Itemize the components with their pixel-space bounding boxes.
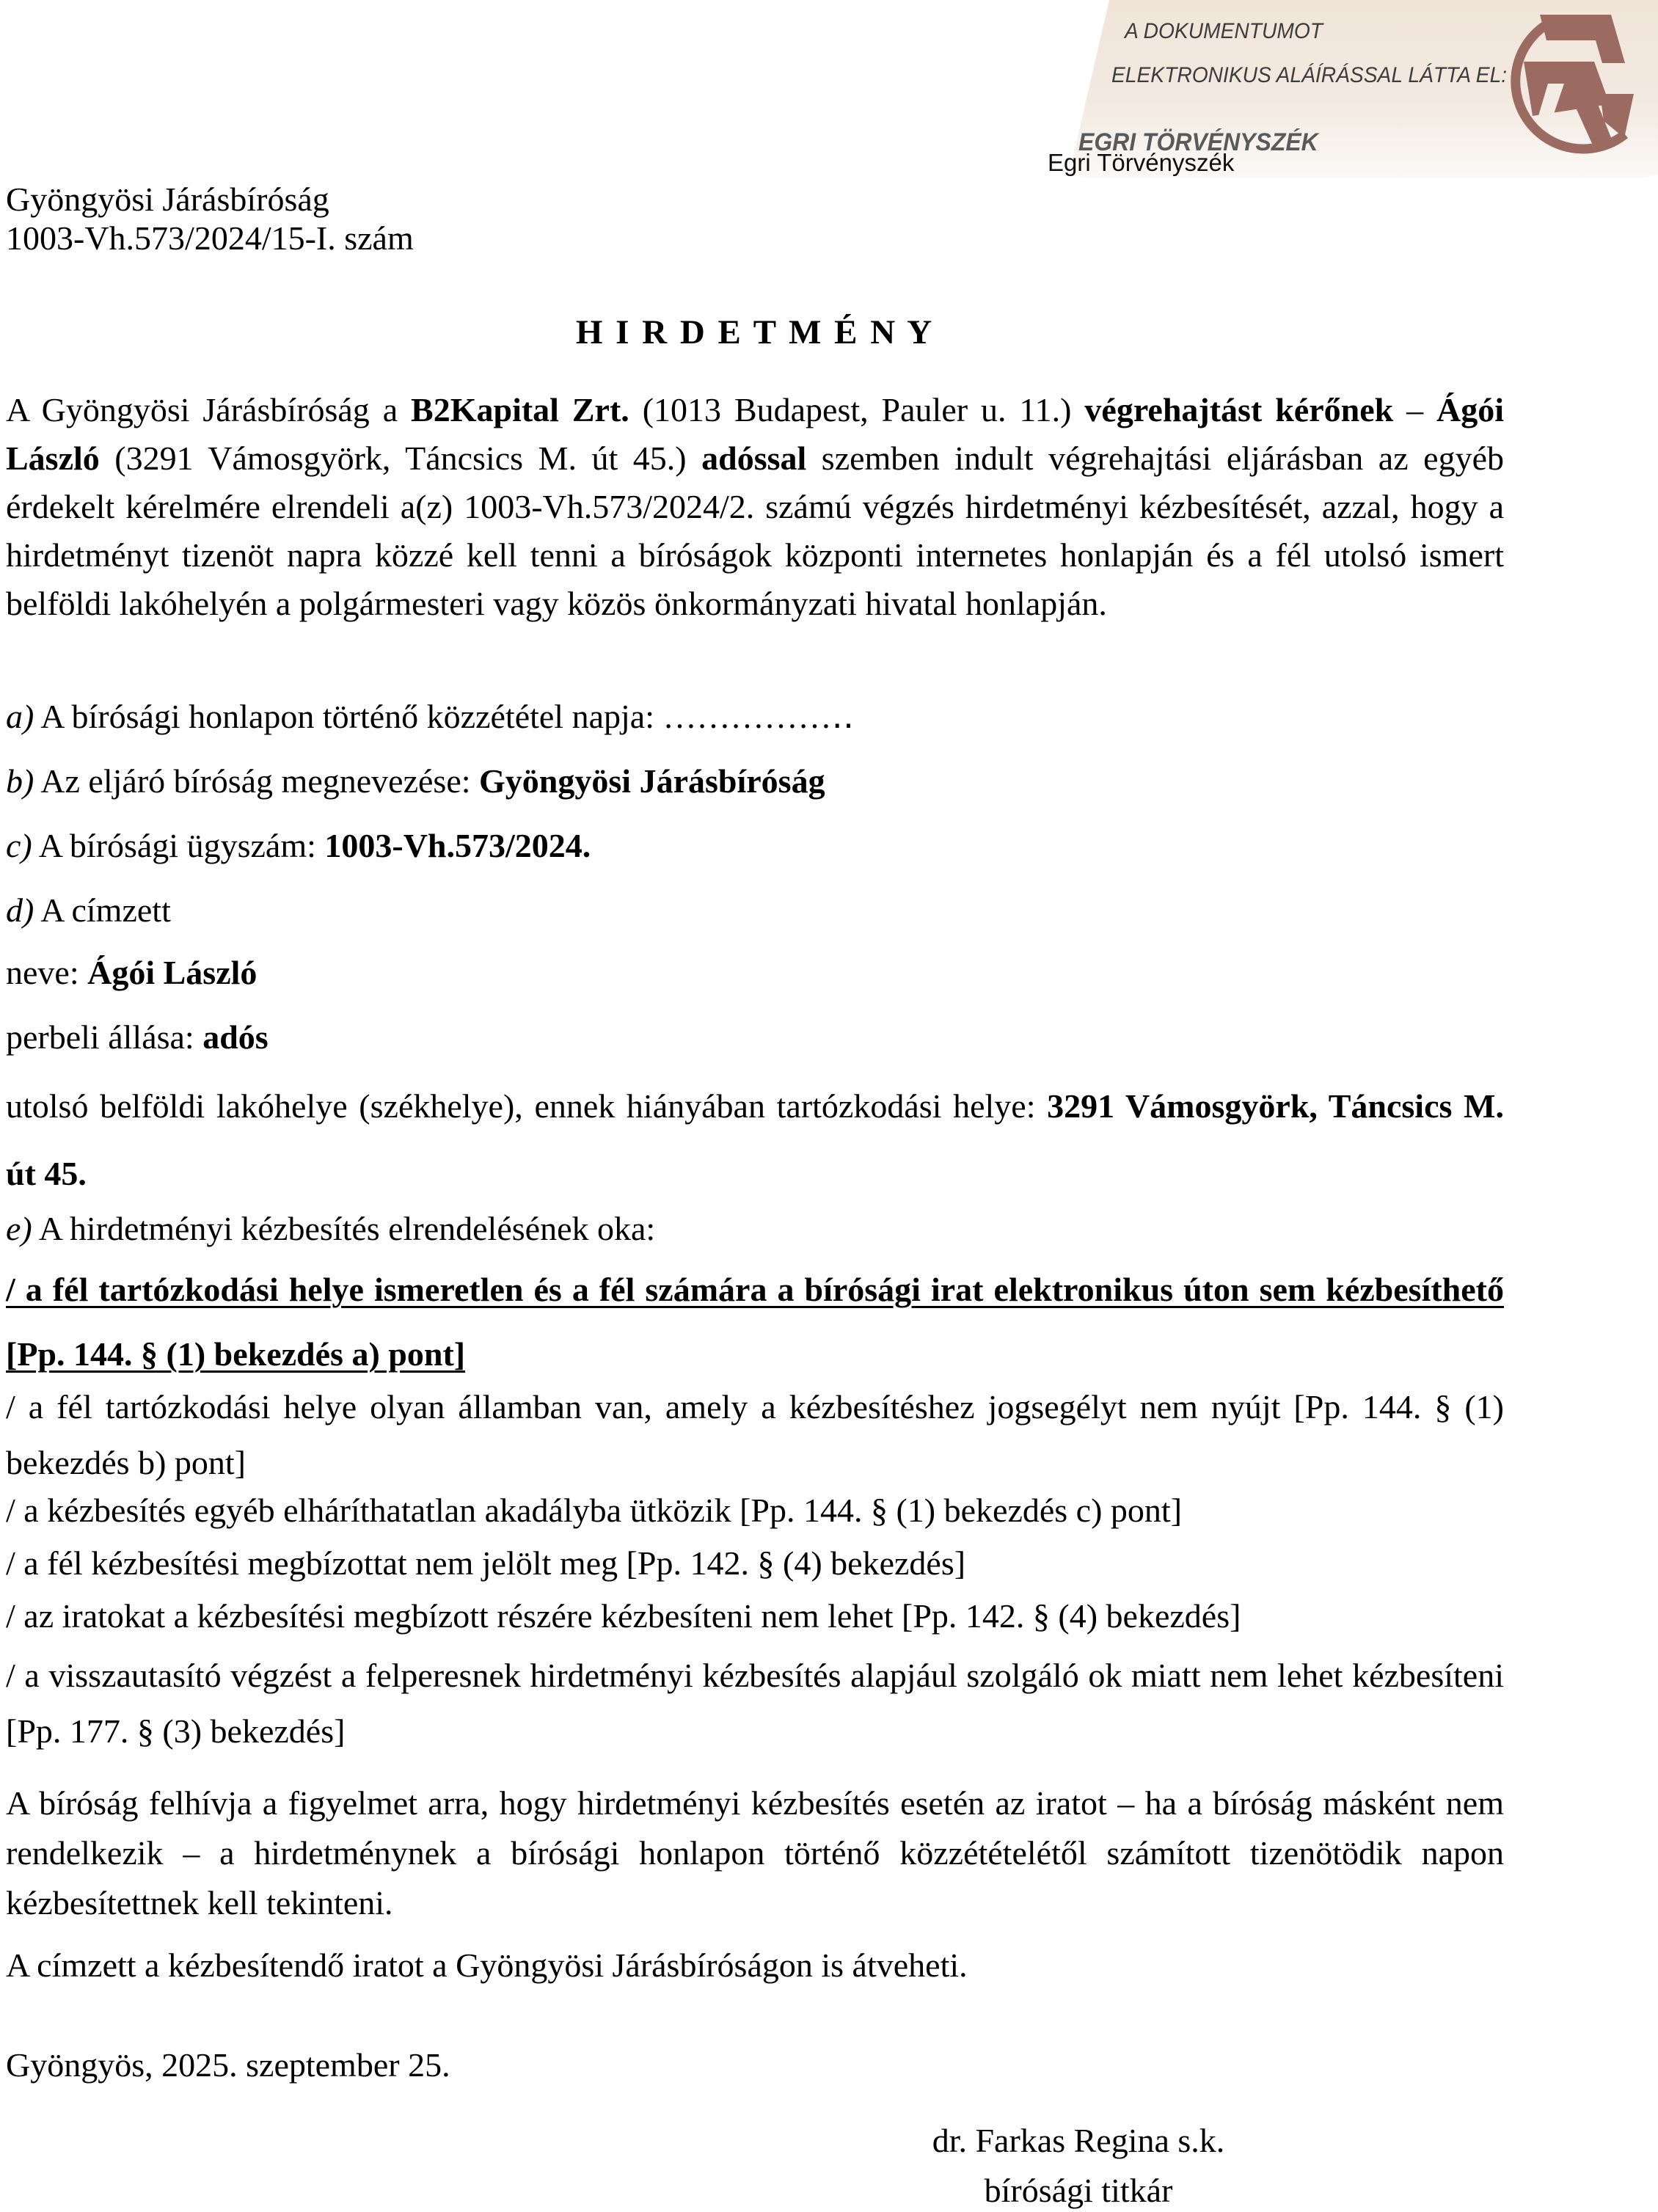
reason-option-5: / az iratokat a kézbesítési megbízott részére kézbesíteni nem lehet [Pp. 142. § (4) bekezdés] [6,1597,1241,1635]
stamp-text-line1: A DOKUMENTUMOT [1125,19,1323,43]
item-b-court: b) Az eljáró bíróság megnevezése: Gyöngyösi Járásbíróság [6,762,825,800]
reason-option-3: / a kézbesítés egyéb elháríthatatlan akadályba ütközik [Pp. 144. § (1) bekezdés c) pont] [6,1492,1183,1529]
reason-selected: / a fél tartózkodási helye ismeretlen és a fél számára a bírósági irat elektronikus úton sem kézbesíthető [Pp. 144. § (1) bekezdés a) pont] [6,1271,1504,1373]
notice-paragraph: A bíróság felhívja a figyelmet arra, hogy hirdetményi kézbesítés esetén az iratot – ha a bíróság másként nem rendelkezik – a hirdetménynek a bírósági honlapon történő közzétételétől számított tizenötödik napon kézbesítettnek kell tekinteni. [6,1784,1504,1921]
pickup-paragraph: A címzett a kézbesítendő iratot a Gyöngyösi Járásbíróságon is átveheti. [6,1946,968,1984]
stamp-signer-stylized: EGRI TÖRVÉNYSZÉK [1078,128,1318,156]
court-seal-icon [1505,1,1654,164]
addressee-name-line: neve: Ágói László [6,954,258,991]
reason-option-2: / a fél tartózkodási helye olyan államban van, amely a kézbesítéshez jogsegélyt nem nyújt [Pp. 144. § (1) bekezdés b) pont] [6,1388,1504,1481]
signer-name: dr. Farkas Regina s.k. [932,2122,1225,2159]
document-title: H I R D E T M É N Y [575,313,935,351]
addressee-role-line: perbeli állása: adós [6,1018,269,1056]
reason-option-4: / a fél kézbesítési megbízottat nem jelölt meg [Pp. 142. § (4) bekezdés] [6,1544,966,1582]
reason-option-6: / a visszautasító végzést a felperesnek hirdetményi kézbesítés alapjául szolgáló ok miatt nem lehet kézbesíteni [Pp. 177. § (3) bekezdés] [6,1657,1504,1750]
court-name: Gyöngyösi Járásbíróság [6,180,329,218]
signature-block [712,2116,1445,2212]
item-e-reason-heading: e) A hirdetményi kézbesítés elrendelésének oka: [6,1210,656,1247]
date-line: Gyöngyös, 2025. szeptember 25. [6,2046,450,2084]
stamp-text-line2: ELEKTRONIKUS ALÁÍRÁSSAL LÁTTA EL: [1111,63,1508,87]
intro-paragraph: A Gyöngyösi Járásbíróság a B2Kapital Zrt. (1013 Budapest, Pauler u. 11.) végrehajtást kérőnek – Ágói László (3291 Vámosgyörk, Táncsics M. út 45.) adóssal szemben indult végrehajtási eljárásban az egyéb érdekelt kérelmére elrendeli a(z) 1003-Vh.573/2024/2. számú végzés hirdetményi kézbesítését, azzal, hogy a hirdetményt tizenöt napra közzé kell tenni a bíróságok központi internetes honlapján és a fél utolsó ismert belföldi lakóhelyén a polgármesteri vagy közös önkormányzati hivatal honlapján. [6,391,1505,622]
stamp-signer-plain: Egri Törvényszék [1048,149,1235,176]
item-d-addressee: d) A címzett [6,891,171,929]
signer-title: bírósági titkár [984,2172,1173,2209]
item-a-publication-date: a) A bírósági honlapon történő közzététel napja: ……………‥ [6,698,855,735]
item-c-case-number: c) A bírósági ügyszám: 1003-Vh.573/2024. [6,827,591,864]
case-number: 1003-Vh.573/2024/15-I. szám [6,219,414,257]
addressee-address-line: utolsó belföldi lakóhelye (székhelye), ennek hiányában tartózkodási helye: 3291 Vámosgyörk, Táncsics M. út 45. [6,1087,1504,1192]
